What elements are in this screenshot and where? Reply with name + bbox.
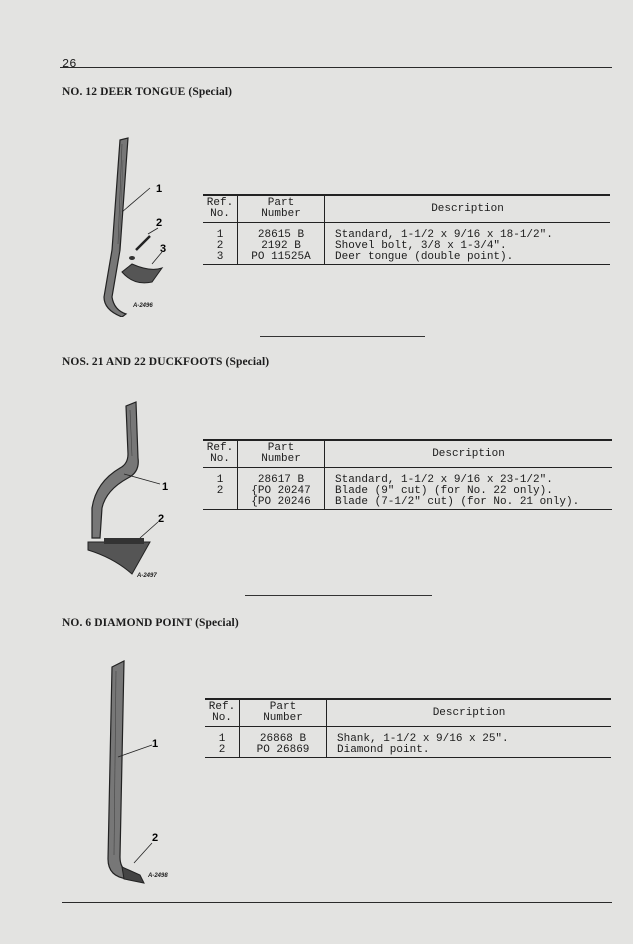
header-ref-no: Ref. No. bbox=[205, 699, 240, 727]
page-number: 26 bbox=[62, 57, 77, 71]
header-description: Description bbox=[325, 195, 611, 223]
section-title-deer-tongue: NO. 12 DEER TONGUE (Special) bbox=[62, 86, 233, 98]
parts-table-duckfoots bbox=[203, 439, 612, 510]
callout-2-duckfoot: 2 bbox=[158, 513, 165, 525]
table-row: 1 26868 B Shank, 1-1/2 x 9/16 x 25". bbox=[205, 727, 611, 746]
deer-tongue-illustration bbox=[92, 132, 182, 317]
section-divider bbox=[245, 595, 432, 596]
figure-id-a2497: A-2497 bbox=[137, 573, 157, 579]
callout-1-diamond: 1 bbox=[152, 738, 159, 750]
table-row: 1 28617 B Standard, 1-1/2 x 9/16 x 23-1/2". bbox=[203, 468, 612, 487]
section-title-diamond-point: NO. 6 DIAMOND POINT (Special) bbox=[62, 617, 239, 629]
callout-1: 1 bbox=[156, 183, 163, 195]
callout-2: 2 bbox=[156, 217, 163, 229]
table-row: 2 PO 26869 Diamond point. bbox=[205, 745, 611, 758]
diamond-point-illustration bbox=[98, 657, 188, 887]
header-description: Description bbox=[325, 440, 613, 468]
footer-rule bbox=[62, 902, 612, 903]
section-divider bbox=[260, 336, 425, 337]
callout-3: 3 bbox=[160, 243, 167, 255]
callout-2-diamond: 2 bbox=[152, 832, 159, 844]
table-row: 3 PO 11525A Deer tongue (double point). bbox=[203, 252, 610, 265]
table-row: {PO 20246 Blade (7-1/2" cut) (for No. 21 only). bbox=[203, 497, 612, 510]
header-part-number: Part Number bbox=[238, 440, 325, 468]
table-row: 2 2192 B Shovel bolt, 3/8 x 1-3/4". bbox=[203, 241, 610, 252]
header-part-number: Part Number bbox=[238, 195, 325, 223]
figure-id-a2496: A-2496 bbox=[133, 303, 153, 309]
callout-1-duckfoot: 1 bbox=[162, 481, 169, 493]
table-row: 2 {PO 20247 Blade (9" cut) (for No. 22 only). bbox=[203, 486, 612, 497]
header-rule bbox=[60, 67, 612, 68]
header-ref-no: Ref. No. bbox=[203, 195, 238, 223]
header-description: Description bbox=[327, 699, 612, 727]
figure-id-a2498: A-2498 bbox=[148, 873, 168, 879]
header-ref-no: Ref. No. bbox=[203, 440, 238, 468]
section-title-duckfoots: NOS. 21 AND 22 DUCKFOOTS (Special) bbox=[62, 356, 270, 368]
parts-table-diamond-point bbox=[205, 698, 611, 758]
table-row: 1 28615 B Standard, 1-1/2 x 9/16 x 18-1/2". bbox=[203, 223, 610, 242]
duckfoot-illustration bbox=[84, 398, 184, 583]
header-part-number: Part Number bbox=[240, 699, 327, 727]
parts-table-deer-tongue bbox=[203, 194, 610, 265]
